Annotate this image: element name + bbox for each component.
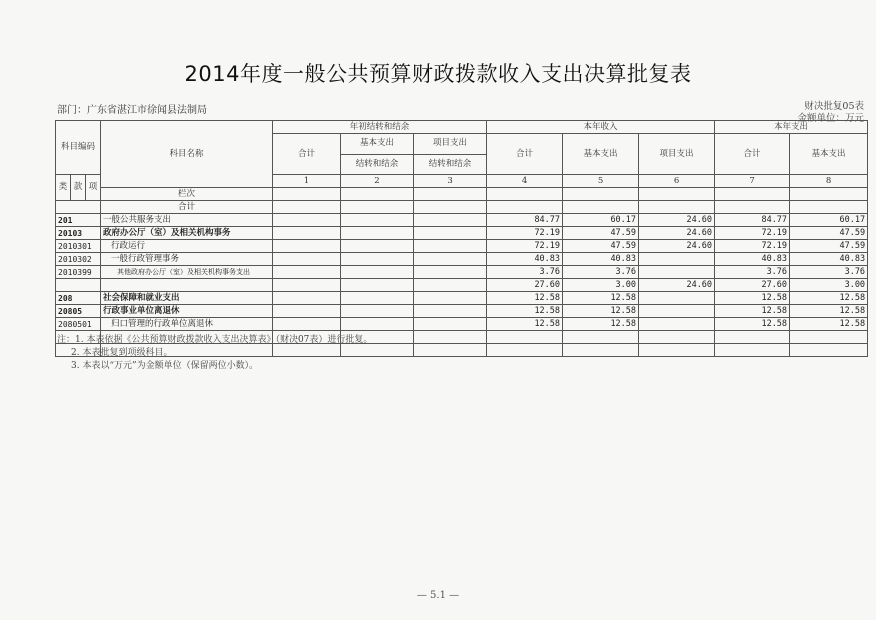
section-header: 款 — [71, 175, 86, 201]
col-number: 7 — [715, 175, 790, 188]
row-income-project: 24.60 — [639, 214, 715, 227]
row-income-total: 3.76 — [487, 266, 563, 279]
row-income-basic: 3.00 — [563, 279, 639, 292]
row-expenditure-basic: 3.00 — [790, 279, 868, 292]
income-group-header: 本年收入 — [487, 121, 715, 134]
row-code — [56, 279, 101, 292]
col-index-label: 栏次 — [101, 188, 273, 201]
carryover-basic-header-line2: 结转和结余 — [341, 154, 414, 175]
income-basic-header: 基本支出 — [563, 134, 639, 175]
note-2: 2. 本表批复到项级科目。 — [71, 348, 173, 358]
row-income-project — [639, 318, 715, 331]
income-project-header: 项目支出 — [639, 134, 715, 175]
row-code: 208 — [56, 292, 101, 305]
approval-table — [55, 120, 868, 357]
carryover-basic-header: 基本支出 — [341, 134, 414, 155]
table-row — [56, 214, 868, 227]
col-number: 5 — [563, 175, 639, 188]
row-income-total: 84.77 — [487, 214, 563, 227]
row-expenditure-basic: 60.17 — [790, 214, 868, 227]
row-income-basic: 60.17 — [563, 214, 639, 227]
subject-name-header: 科目名称 — [101, 121, 273, 188]
row-expenditure-basic: 12.58 — [790, 292, 868, 305]
row-code: 2010302 — [56, 253, 101, 266]
row-income-total: 72.19 — [487, 240, 563, 253]
row-income-basic: 12.58 — [563, 318, 639, 331]
row-income-project — [639, 292, 715, 305]
row-name: 政府办公厅（室）及相关机构事务 — [101, 227, 273, 240]
row-income-basic: 40.83 — [563, 253, 639, 266]
row-name: 其他政府办公厅（室）及相关机构事务支出 — [101, 266, 273, 279]
table-row — [56, 279, 868, 292]
row-code: 201 — [56, 214, 101, 227]
table-row — [56, 227, 868, 240]
carryover-group-header: 年初结转和结余 — [273, 121, 487, 134]
row-income-total: 72.19 — [487, 227, 563, 240]
row-expenditure-total: 12.58 — [715, 292, 790, 305]
row-expenditure-basic: 3.76 — [790, 266, 868, 279]
total-row — [56, 188, 868, 201]
row-code: 20805 — [56, 305, 101, 318]
table-row — [56, 266, 868, 279]
subject-code-header: 科目编码 — [56, 121, 101, 175]
expenditure-basic-header: 基本支出 — [790, 134, 868, 175]
row-expenditure-total: 84.77 — [715, 214, 790, 227]
row-name: 归口管理的行政单位离退休 — [101, 318, 273, 331]
row-income-basic: 3.76 — [563, 266, 639, 279]
col-number: 6 — [639, 175, 715, 188]
kind-header: 类 — [56, 175, 71, 201]
row-name — [101, 279, 273, 292]
row-income-project — [639, 305, 715, 318]
row-name: 一般公共服务支出 — [101, 214, 273, 227]
footnotes — [57, 334, 372, 373]
row-income-basic: 47.59 — [563, 240, 639, 253]
carryover-total-header: 合计 — [273, 134, 341, 175]
expenditure-total-header: 合计 — [715, 134, 790, 175]
department-label: 部门：广东省湛江市徐闻县法制局 — [57, 105, 207, 116]
note-3: 3. 本表以“万元”为金额单位（保留两位小数）。 — [71, 361, 259, 371]
row-expenditure-total: 27.60 — [715, 279, 790, 292]
row-expenditure-total: 12.58 — [715, 305, 790, 318]
row-expenditure-basic: 47.59 — [790, 227, 868, 240]
table-row — [56, 253, 868, 266]
row-name: 社会保障和就业支出 — [101, 292, 273, 305]
col-number: 4 — [487, 175, 563, 188]
row-code: 20103 — [56, 227, 101, 240]
row-income-total: 40.83 — [487, 253, 563, 266]
table-row — [56, 318, 868, 331]
page-number: — 5.1 — — [416, 590, 460, 601]
row-expenditure-total: 3.76 — [715, 266, 790, 279]
table-number: 财决批复05表 — [804, 101, 864, 112]
row-expenditure-basic: 40.83 — [790, 253, 868, 266]
row-income-total: 12.58 — [487, 318, 563, 331]
note-1: 注：1. 本表依据《公共预算财政拨款收入支出决算表》（财决07表）进行批复。 — [57, 335, 373, 345]
header-row-groups — [56, 121, 868, 134]
row-income-basic: 12.58 — [563, 292, 639, 305]
carryover-project-header-line2: 结转和结余 — [414, 154, 487, 175]
col-number: 3 — [414, 175, 487, 188]
row-income-project — [639, 253, 715, 266]
table-row — [56, 292, 868, 305]
row-expenditure-basic: 12.58 — [790, 318, 868, 331]
row-income-project: 24.60 — [639, 279, 715, 292]
row-income-project — [639, 266, 715, 279]
total-label-row — [56, 201, 868, 214]
row-name: 一般行政管理事务 — [101, 253, 273, 266]
row-income-basic: 12.58 — [563, 305, 639, 318]
income-total-header: 合计 — [487, 134, 563, 175]
row-code: 2010399 — [56, 266, 101, 279]
row-expenditure-basic: 12.58 — [790, 305, 868, 318]
amount-unit: 金额单位：万元 — [797, 113, 864, 124]
row-code: 2080501 — [56, 318, 101, 331]
total-label: 合计 — [101, 201, 273, 214]
table-row — [56, 305, 868, 318]
row-income-total: 12.58 — [487, 305, 563, 318]
row-income-total: 12.58 — [487, 292, 563, 305]
table-row — [56, 240, 868, 253]
item-header: 项 — [86, 175, 101, 201]
page-title: 2014年度一般公共预算财政拨款收入支出决算批复表 — [184, 62, 692, 86]
row-name: 行政事业单位离退休 — [101, 305, 273, 318]
row-income-project: 24.60 — [639, 227, 715, 240]
col-number: 8 — [790, 175, 868, 188]
row-income-project: 24.60 — [639, 240, 715, 253]
row-name: 行政运行 — [101, 240, 273, 253]
row-expenditure-total: 12.58 — [715, 318, 790, 331]
row-expenditure-total: 40.83 — [715, 253, 790, 266]
col-number: 2 — [341, 175, 414, 188]
row-expenditure-total: 72.19 — [715, 227, 790, 240]
row-income-total: 27.60 — [487, 279, 563, 292]
row-expenditure-total: 72.19 — [715, 240, 790, 253]
col-number: 1 — [273, 175, 341, 188]
expenditure-group-header: 本年支出 — [715, 121, 868, 134]
row-expenditure-basic: 47.59 — [790, 240, 868, 253]
row-income-basic: 47.59 — [563, 227, 639, 240]
carryover-project-header: 项目支出 — [414, 134, 487, 155]
row-code: 2010301 — [56, 240, 101, 253]
